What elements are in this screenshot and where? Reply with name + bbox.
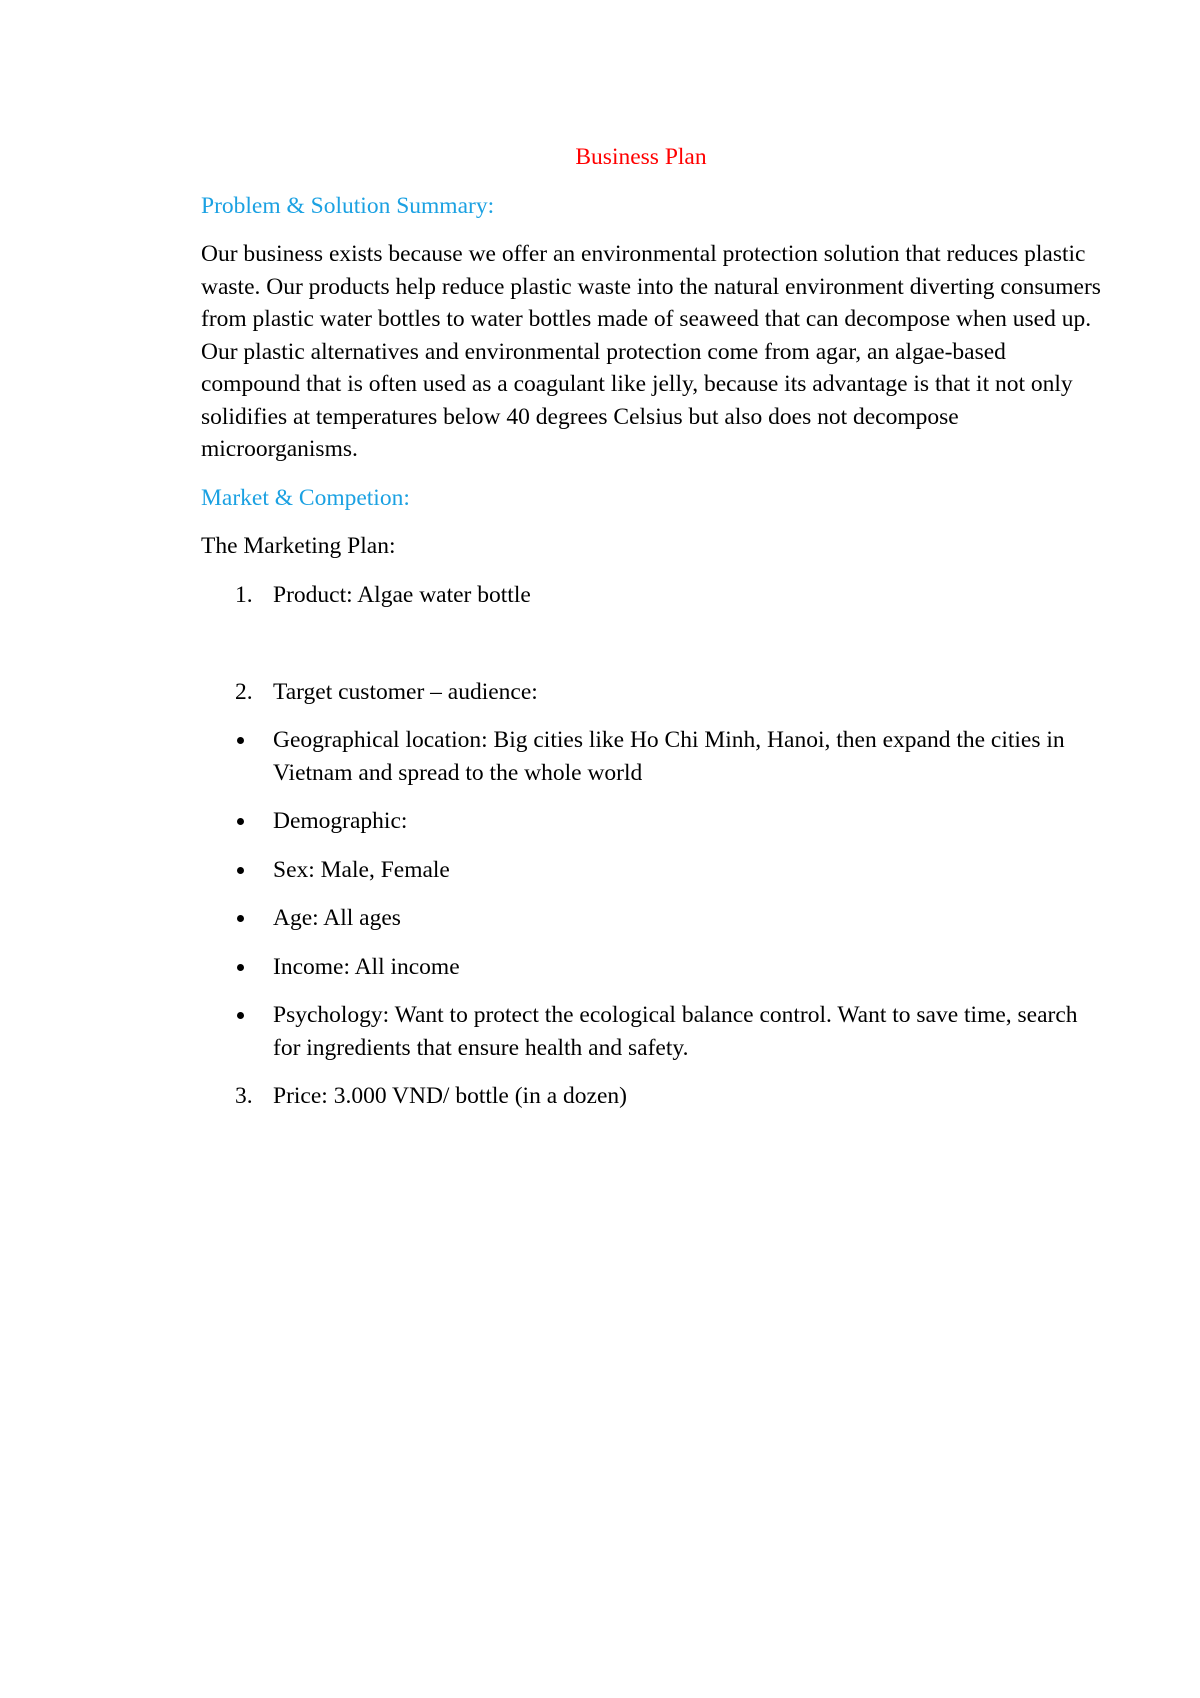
problem-solution-paragraph: Our business exists because we offer an environmental protection solution that reduces plastic waste. Our products help reduce plastic waste into the natural environment diverting consumers from plastic water bottles to water bottles made of seaweed that can decompose when used up. Our plastic alternatives and environmental protection come from agar, an algae-based compound that is often used as a coagulant like jelly, because its advantage is that it not only solidifies at temperatures below 40 degrees Celsius but also does not decompose microorganisms. xyxy=(201,241,1101,462)
bullet-item-text: Demographic: xyxy=(273,808,408,834)
bullet-item-geographical xyxy=(201,724,1101,789)
bullet-item-text: Psychology: Want to protect the ecological balance control. Want to save time, search for ingredients that ensure health and safety. xyxy=(273,1002,1078,1061)
bullet-item-income xyxy=(201,951,1101,984)
bullet-item-demographic xyxy=(201,805,1101,838)
marketing-plan-intro: The Marketing Plan: xyxy=(201,533,396,559)
list-number: 3. xyxy=(235,1083,253,1109)
list-item-product xyxy=(201,579,1101,612)
document-content xyxy=(201,141,1101,1129)
bullet-item-sex xyxy=(201,854,1101,887)
list-number: 2. xyxy=(235,678,253,705)
bullet-item-age xyxy=(201,902,1101,935)
list-item-text: Product: Algae water bottle xyxy=(273,581,531,608)
bullet-item-text: Age: All ages xyxy=(273,905,401,931)
bullet-item-text: Sex: Male, Female xyxy=(273,856,450,883)
bullet-item-text: Income: All income xyxy=(273,953,460,980)
target-customer-list xyxy=(201,676,1101,1113)
bullet-icon xyxy=(237,867,244,874)
section-heading-market-competition: Market & Competion: xyxy=(201,484,410,511)
marketing-plan-list xyxy=(201,579,1101,612)
bullet-item-text: Geographical location: Big cities like Ho Chi Minh, Hanoi, then expand the cities in Vietnam and spread to the whole world xyxy=(273,727,1065,786)
bullet-icon xyxy=(237,964,244,971)
blank-line xyxy=(201,627,1101,660)
list-number: 1. xyxy=(235,581,253,608)
bullet-icon xyxy=(237,737,244,744)
list-item-target-customer xyxy=(201,676,1101,709)
bullet-item-psychology xyxy=(201,999,1101,1064)
list-item-text: Target customer – audience: xyxy=(273,678,538,705)
bullet-icon xyxy=(237,818,244,825)
list-item-text: Price: 3.000 VND/ bottle (in a dozen) xyxy=(273,1083,627,1109)
document-title: Business Plan xyxy=(575,144,707,170)
bullet-icon xyxy=(237,1012,244,1019)
bullet-icon xyxy=(237,915,244,922)
section-heading-problem-solution: Problem & Solution Summary: xyxy=(201,192,495,219)
list-item-price xyxy=(201,1080,1101,1113)
